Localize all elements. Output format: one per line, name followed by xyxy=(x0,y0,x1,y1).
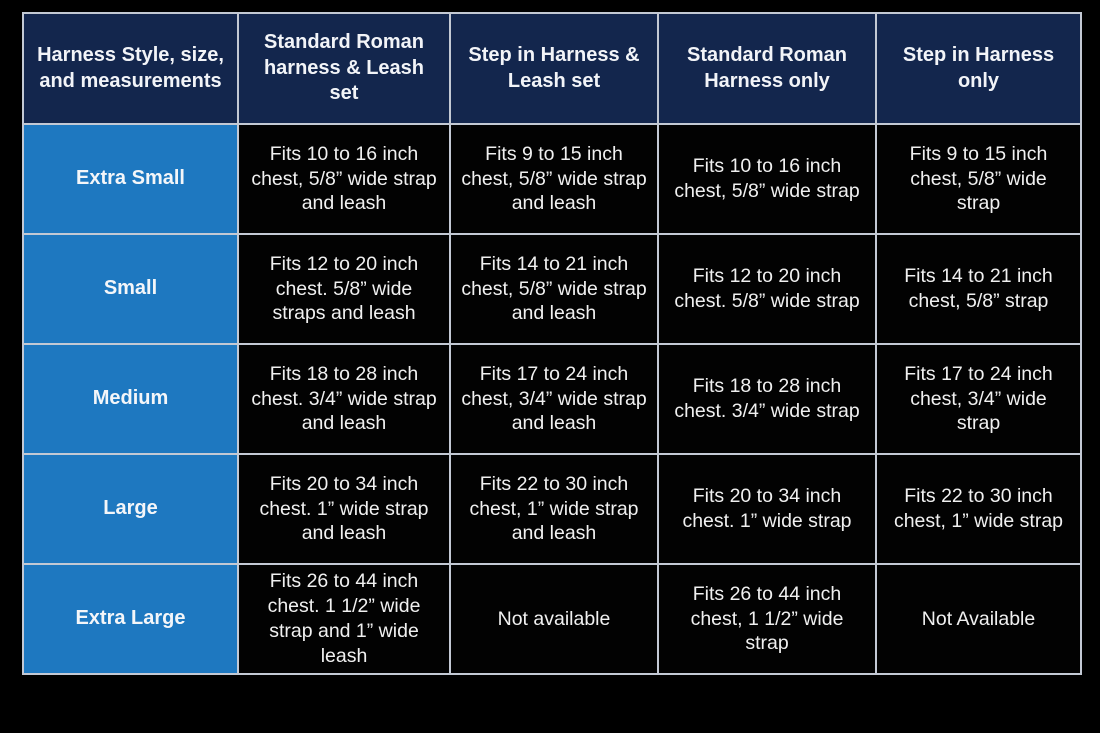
table-cell: Fits 17 to 24 inch chest, 3/4” wide strap xyxy=(876,344,1081,454)
column-header-stepin-leash-set: Step in Harness & Leash set xyxy=(450,13,658,124)
table-cell: Fits 18 to 28 inch chest. 3/4” wide strap xyxy=(658,344,876,454)
table-cell: Fits 14 to 21 inch chest, 5/8” wide strap and leash xyxy=(450,234,658,344)
table-row-large xyxy=(23,454,1081,564)
table-cell: Fits 12 to 20 inch chest. 5/8” wide strap xyxy=(658,234,876,344)
table-row-extra-large xyxy=(23,564,1081,674)
table-cell: Not Available xyxy=(876,564,1081,674)
column-header-style-size: Harness Style, size, and measurements xyxy=(23,13,238,124)
row-header-small: Small xyxy=(23,234,238,344)
row-header-extra-small: Extra Small xyxy=(23,124,238,234)
table-cell: Fits 14 to 21 inch chest, 5/8” strap xyxy=(876,234,1081,344)
table-cell: Fits 26 to 44 inch chest, 1 1/2” wide strap xyxy=(658,564,876,674)
table-cell: Fits 10 to 16 inch chest, 5/8” wide strap xyxy=(658,124,876,234)
table-cell: Fits 22 to 30 inch chest, 1” wide strap xyxy=(876,454,1081,564)
harness-size-table xyxy=(22,12,1082,675)
header-row xyxy=(23,13,1081,124)
table-row-extra-small xyxy=(23,124,1081,234)
row-header-medium: Medium xyxy=(23,344,238,454)
table-cell: Fits 18 to 28 inch chest. 3/4” wide strap and leash xyxy=(238,344,450,454)
table-cell: Fits 22 to 30 inch chest, 1” wide strap and leash xyxy=(450,454,658,564)
column-header-roman-only: Standard Roman Harness only xyxy=(658,13,876,124)
table-cell: Fits 9 to 15 inch chest, 5/8” wide strap and leash xyxy=(450,124,658,234)
column-header-roman-leash-set: Standard Roman harness & Leash set xyxy=(238,13,450,124)
table-cell: Not available xyxy=(450,564,658,674)
table-cell: Fits 12 to 20 inch chest. 5/8” wide straps and leash xyxy=(238,234,450,344)
column-header-stepin-only: Step in Harness only xyxy=(876,13,1081,124)
table-cell: Fits 9 to 15 inch chest, 5/8” wide strap xyxy=(876,124,1081,234)
table-row-medium xyxy=(23,344,1081,454)
table-cell: Fits 17 to 24 inch chest, 3/4” wide strap and leash xyxy=(450,344,658,454)
table-cell: Fits 10 to 16 inch chest, 5/8” wide strap and leash xyxy=(238,124,450,234)
table-row-small xyxy=(23,234,1081,344)
row-header-large: Large xyxy=(23,454,238,564)
table-cell: Fits 20 to 34 inch chest. 1” wide strap and leash xyxy=(238,454,450,564)
row-header-extra-large: Extra Large xyxy=(23,564,238,674)
table-cell: Fits 26 to 44 inch chest. 1 1/2” wide strap and 1” wide leash xyxy=(238,564,450,674)
table-cell: Fits 20 to 34 inch chest. 1” wide strap xyxy=(658,454,876,564)
